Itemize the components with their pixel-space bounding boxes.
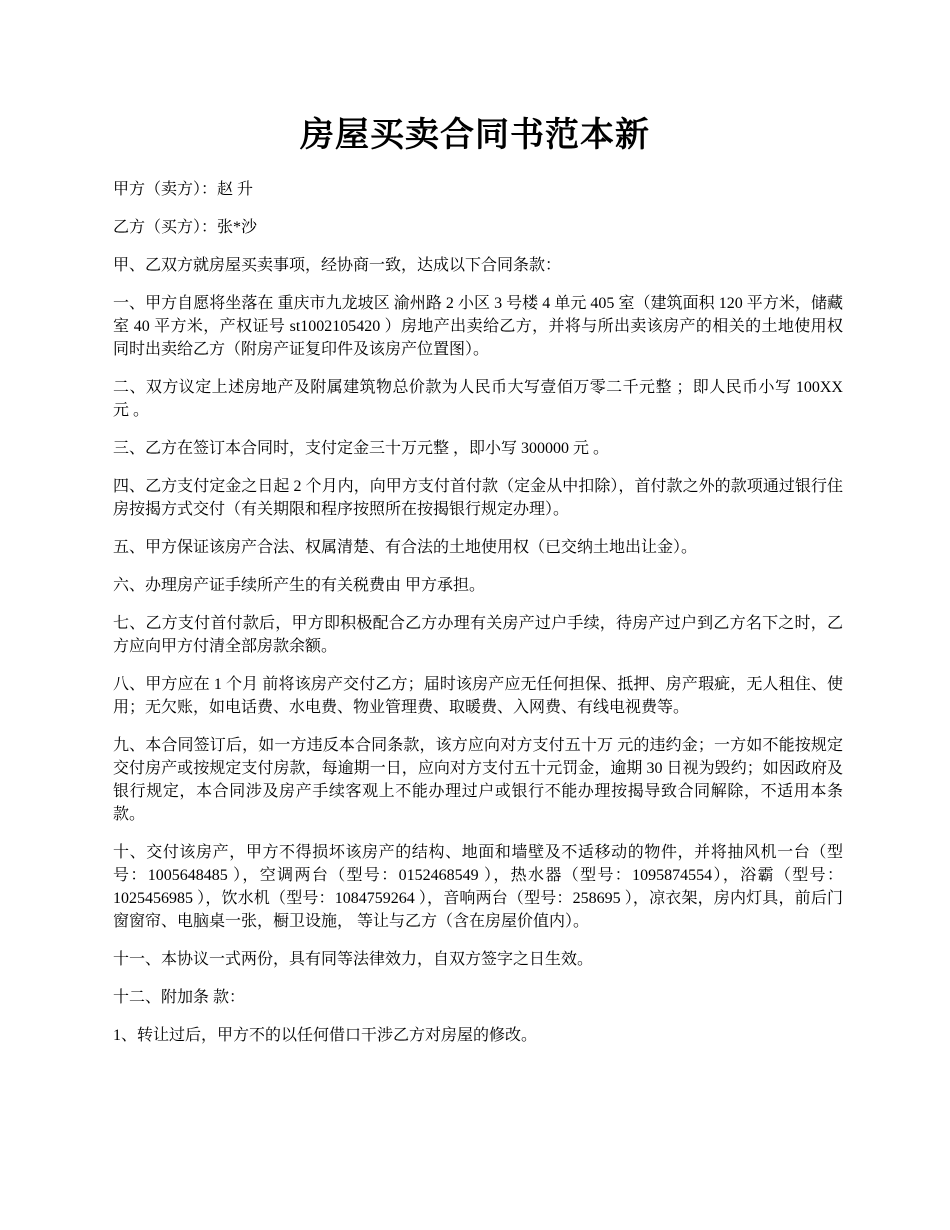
intro-paragraph: 甲、乙双方就房屋买卖事项，经协商一致，达成以下合同条款： [113,257,562,274]
clause-11: 十一、本协议一式两份，具有同等法律效力，自双方签字之日生效。 [113,951,594,968]
document-title: 房屋买卖合同书范本新 [300,117,650,154]
party-a-line: 甲方（卖方）：赵 升 [113,181,254,198]
clause-10: 十、交付该房产，甲方不得损坏该房产的结构、地面和墙壁及不适移动的物件，并将抽风机一台（型号：1005648485 ），空调两台（型号：0152468549 ），热水器（型号：1095874554），浴霸（型号：1025456985 ），饮水机（型号：1084759264 ），音响两台（型号：258695 ），凉衣架，房内灯具，前后门窗窗帘、电脑桌一张，橱卫设施， 等让与乙方（含在房屋价值内）。 [113,844,843,930]
clause-5: 五、甲方保证该房产合法、权属清楚、有合法的土地使用权（已交纳土地出让金）。 [113,539,698,556]
clause-2: 二、双方议定上述房地产及附属建筑物总价款为人民币大写壹佰万零二千元整 ；即人民币小写 100XX 元 。 [113,379,843,419]
clause-8: 八、甲方应在 1 个月 前将该房产交付乙方；届时该房产应无任何担保、抵押、房产瑕疵，无人租住、使用；无欠账，如电话费、水电费、物业管理费、取暖费、入网费、有线电视费等。 [113,676,843,716]
document-body [113,178,843,1062]
clause-3: 三、乙方在签订本合同时，支付定金三十万元整 ，即小写 300000 元 。 [113,440,610,457]
clause-4: 四、乙方支付定金之日起 2 个月内，向甲方支付首付款（定金从中扣除），首付款之外的款项通过银行住房按揭方式交付（有关期限和程序按照所在按揭银行规定办理）。 [113,478,843,518]
party-b-line: 乙方（买方）：张*沙 [113,219,258,236]
clause-7: 七、乙方支付首付款后，甲方即积极配合乙方办理有关房产过户手续，待房产过户到乙方名下之时，乙方应向甲方付清全部房款余额。 [113,615,843,655]
clause-1: 一、甲方自愿将坐落在 重庆市九龙坡区 渝州路 2 小区 3 号楼 4 单元 405 室（建筑面积 120 平方米，储藏室 40 平方米，产权证号 st1002105420 ）房地产出卖给乙方，并将与所出卖该房产的相关的土地使用权同时出卖给乙方（附房产证复印件及该房产位置图）。 [113,295,843,358]
clause-6: 六、办理房产证手续所产生的有关税费由 甲方承担。 [113,577,486,594]
clause-9: 九、本合同签订后，如一方违反本合同条款，该方应向对方支付五十万 元的违约金；一方如不能按规定交付房产或按规定支付房款，每逾期一日，应向对方支付五十元罚金，逾期 30 日视为毁约；如因政府及银行规定，本合同涉及房产手续客观上不能办理过户或银行不能办理按揭导致合同解除，不适用本条款。 [113,737,843,823]
clause-12: 十二、附加条 款： [113,989,246,1006]
additional-term-1: 1、转让过后，甲方不的以任何借口干涉乙方对房屋的修改。 [113,1027,538,1044]
